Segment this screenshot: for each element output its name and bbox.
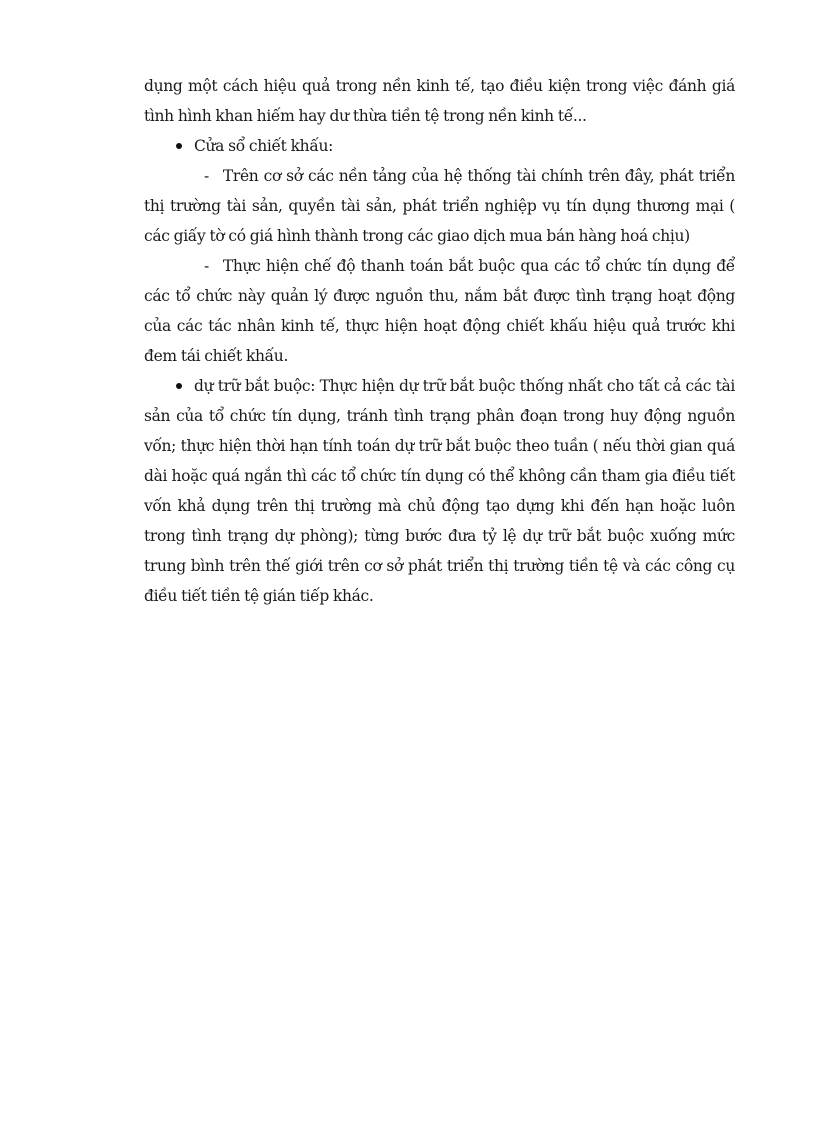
bullet-icon xyxy=(176,383,182,389)
paragraph-continuation xyxy=(144,71,735,131)
bullet-item-discount-window xyxy=(144,131,735,161)
dash-item-text: Trên cơ sở các nền tảng của hệ thống tài chính trên đây, phát triển thị trường tài sản, quyền tài sản, phát triển nghiệp vụ tín dụng thương mại ( các giấy tờ có giá hình thành trong các giao dịch mua bán hàng hoá chịu) xyxy=(144,167,735,245)
paragraph-text: dụng một cách hiệu quả trong nền kinh tế, tạo điều kiện trong việc đánh giá tình hình khan hiếm hay dư thừa tiền tệ trong nền kinh tế... xyxy=(144,77,735,125)
dash-item-mandatory-payment xyxy=(144,251,735,371)
document-body xyxy=(144,71,735,611)
dash-marker: - xyxy=(204,167,209,185)
bullet-item-required-reserve xyxy=(144,371,735,611)
dash-item-financial-system xyxy=(144,161,735,251)
dash-marker: - xyxy=(204,257,209,275)
bullet-item-text: Cửa sổ chiết khấu: xyxy=(194,137,333,155)
bullet-item-text: dự trữ bắt buộc: Thực hiện dự trữ bắt buộc thống nhất cho tất cả các tài sản của tổ chức tín dụng, tránh tình trạng phân đoạn trong huy động nguồn vốn; thực hiện thời hạn tính toán dự trữ bắt buộc theo tuần ( nếu thời gian quá dài hoặc quá ngắn thì các tổ chức tín dụng có thể không cần tham gia điều tiết vốn khả dụng trên thị trường mà chủ động tạo dựng khi đến hạn hoặc luôn trong tình trạng dự phòng); từng bước đưa tỷ lệ dự trữ bắt buộc xuống mức trung bình trên thế giới trên cơ sở phát triển thị trường tiền tệ và các công cụ điều tiết tiền tệ gián tiếp khác. xyxy=(144,377,735,605)
dash-item-text: Thực hiện chế độ thanh toán bắt buộc qua các tổ chức tín dụng để các tổ chức này quản lý được nguồn thu, nắm bắt được tình trạng hoạt động của các tác nhân kinh tế, thực hiện hoạt động chiết khấu hiệu quả trước khi đem tái chiết khấu. xyxy=(144,257,735,365)
bullet-icon xyxy=(176,143,182,149)
